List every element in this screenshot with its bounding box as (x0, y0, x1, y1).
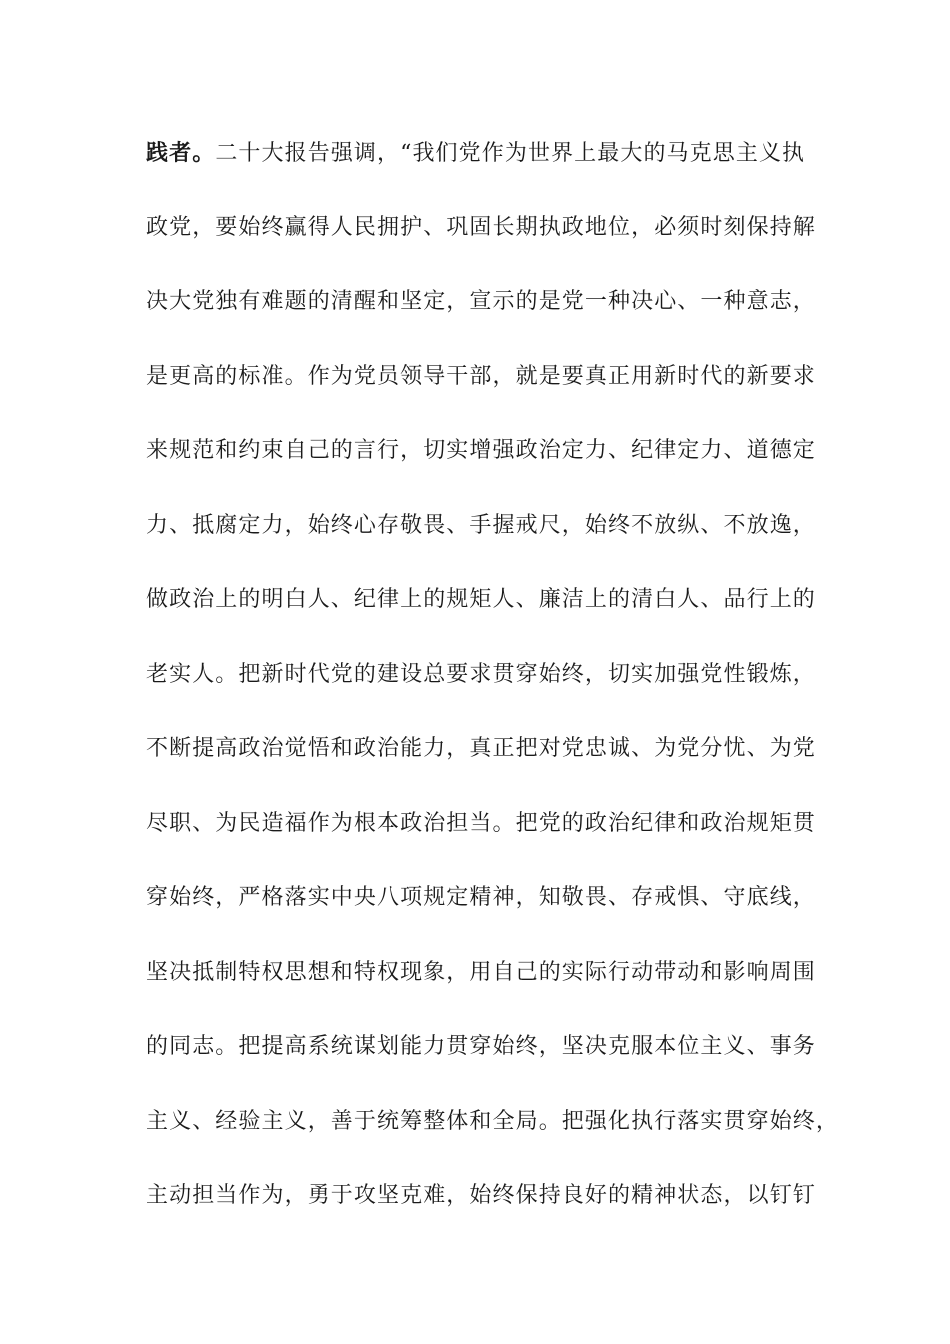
text-line: 政党，要始终赢得人民拥护、巩固长期执政地位，必须时刻保持解 (146, 214, 816, 240)
text-line: 来规范和约束自己的言行，切实增强政治定力、纪律定力、道德定 (146, 438, 816, 463)
bold-lead-text: 践者。 (146, 140, 216, 166)
text-line: 尽职、为民造福作为根本政治担当。把党的政治纪律和政治规矩贯 (146, 810, 816, 836)
text-line: 做政治上的明白人、纪律上的规矩人、廉洁上的清白人、品行上的 (146, 587, 816, 612)
line-text: 二十大报告强调，“我们党作为世界上最大的马克思主义执 (215, 141, 806, 166)
text-line: 主动担当作为，勇于攻坚克难，始终保持良好的精神状态，以钉钉 (146, 1183, 816, 1208)
text-line: 是更高的标准。作为党员领导干部，就是要真正用新时代的新要求 (146, 363, 816, 389)
text-line: 主义、经验主义，善于统筹整体和全局。把强化执行落实贯穿始终， (146, 1108, 840, 1134)
text-line: 的同志。把提高系统谋划能力贯穿始终，坚决克服本位主义、事务 (146, 1034, 816, 1059)
body-text (146, 130, 840, 1248)
text-line: 决大党独有难题的清醒和坚定，宣示的是党一种决心、一种意志， (146, 289, 816, 314)
text-line: 老实人。把新时代党的建设总要求贯穿始终，切实加强党性锻炼， (146, 661, 816, 687)
text-line (146, 130, 826, 205)
text-line: 坚决抵制特权思想和特权现象，用自己的实际行动带动和影响周围 (146, 959, 816, 985)
text-line: 穿始终，严格落实中央八项规定精神，知敬畏、存戒惧、守底线， (146, 885, 816, 910)
text-line: 力、抵腐定力，始终心存敬畏、手握戒尺，始终不放纵、不放逸， (146, 512, 816, 538)
text-line: 不断提高政治觉悟和政治能力，真正把对党忠诚、为党分忧、为党 (146, 736, 816, 761)
